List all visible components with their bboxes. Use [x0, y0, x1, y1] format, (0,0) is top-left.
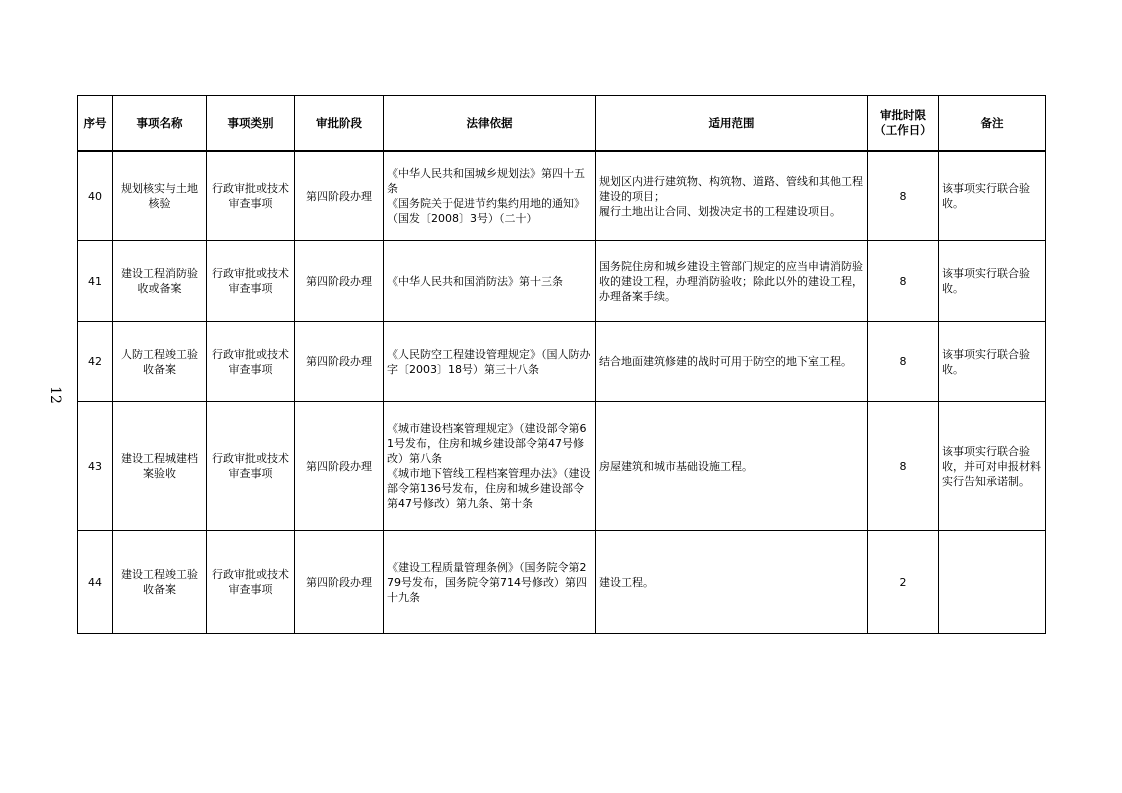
row-stage: 第四阶段办理 — [295, 241, 384, 322]
table-row — [78, 402, 1046, 531]
header-time-limit: 审批时限 （工作日） — [868, 96, 939, 152]
row-stage: 第四阶段办理 — [295, 322, 384, 402]
row-time-limit: 8 — [868, 151, 939, 241]
approval-items-table — [77, 95, 1046, 634]
row-name: 建设工程城建档案验收 — [113, 402, 207, 531]
table-row — [78, 241, 1046, 322]
row-name: 建设工程消防验收或备案 — [113, 241, 207, 322]
row-category: 行政审批或技术审查事项 — [207, 241, 295, 322]
row-category: 行政审批或技术审查事项 — [207, 402, 295, 531]
row-legal-basis: 《城市建设档案管理规定》（建设部令第61号发布，住房和城乡建设部令第47号修改）第八条 《城市地下管线工程档案管理办法》（建设部令第136号发布，住房和城乡建设部令第47号修改）第九条、第十条 — [384, 402, 596, 531]
row-index: 44 — [78, 531, 113, 634]
row-stage: 第四阶段办理 — [295, 531, 384, 634]
header-index: 序号 — [78, 96, 113, 152]
row-category: 行政审批或技术审查事项 — [207, 531, 295, 634]
table-row — [78, 151, 1046, 241]
row-scope: 建设工程。 — [596, 531, 868, 634]
header-legal-basis: 法律依据 — [384, 96, 596, 152]
row-index: 40 — [78, 151, 113, 241]
row-time-limit: 8 — [868, 241, 939, 322]
row-remark: 该事项实行联合验收，并可对申报材料实行告知承诺制。 — [939, 402, 1046, 531]
row-index: 43 — [78, 402, 113, 531]
row-name: 人防工程竣工验收备案 — [113, 322, 207, 402]
row-stage: 第四阶段办理 — [295, 402, 384, 531]
row-time-limit: 8 — [868, 402, 939, 531]
row-legal-basis: 《中华人民共和国消防法》第十三条 — [384, 241, 596, 322]
row-remark: 该事项实行联合验收。 — [939, 322, 1046, 402]
header-category: 事项类别 — [207, 96, 295, 152]
row-name: 规划核实与土地核验 — [113, 151, 207, 241]
row-scope: 房屋建筑和城市基础设施工程。 — [596, 402, 868, 531]
row-scope: 国务院住房和城乡建设主管部门规定的应当申请消防验收的建设工程，办理消防验收；除此以外的建设工程，办理备案手续。 — [596, 241, 868, 322]
row-time-limit: 8 — [868, 322, 939, 402]
row-name: 建设工程竣工验收备案 — [113, 531, 207, 634]
row-category: 行政审批或技术审查事项 — [207, 322, 295, 402]
row-remark — [939, 531, 1046, 634]
row-remark: 该事项实行联合验收。 — [939, 241, 1046, 322]
row-index: 41 — [78, 241, 113, 322]
row-legal-basis: 《建设工程质量管理条例》（国务院令第279号发布，国务院令第714号修改）第四十九条 — [384, 531, 596, 634]
row-time-limit: 2 — [868, 531, 939, 634]
row-index: 42 — [78, 322, 113, 402]
header-remark: 备注 — [939, 96, 1046, 152]
header-name: 事项名称 — [113, 96, 207, 152]
page-number: 12 — [46, 386, 63, 404]
row-legal-basis: 《人民防空工程建设管理规定》（国人防办字〔2003〕18号）第三十八条 — [384, 322, 596, 402]
row-scope: 结合地面建筑修建的战时可用于防空的地下室工程。 — [596, 322, 868, 402]
table-header-row — [78, 96, 1046, 152]
row-stage: 第四阶段办理 — [295, 151, 384, 241]
header-scope: 适用范围 — [596, 96, 868, 152]
header-stage: 审批阶段 — [295, 96, 384, 152]
row-legal-basis: 《中华人民共和国城乡规划法》第四十五条 《国务院关于促进节约集约用地的通知》（国发〔2008〕3号）（二十） — [384, 151, 596, 241]
row-scope: 规划区内进行建筑物、构筑物、道路、管线和其他工程建设的项目； 履行土地出让合同、划拨决定书的工程建设项目。 — [596, 151, 868, 241]
row-remark: 该事项实行联合验收。 — [939, 151, 1046, 241]
table-row — [78, 322, 1046, 402]
table-row — [78, 531, 1046, 634]
row-category: 行政审批或技术审查事项 — [207, 151, 295, 241]
